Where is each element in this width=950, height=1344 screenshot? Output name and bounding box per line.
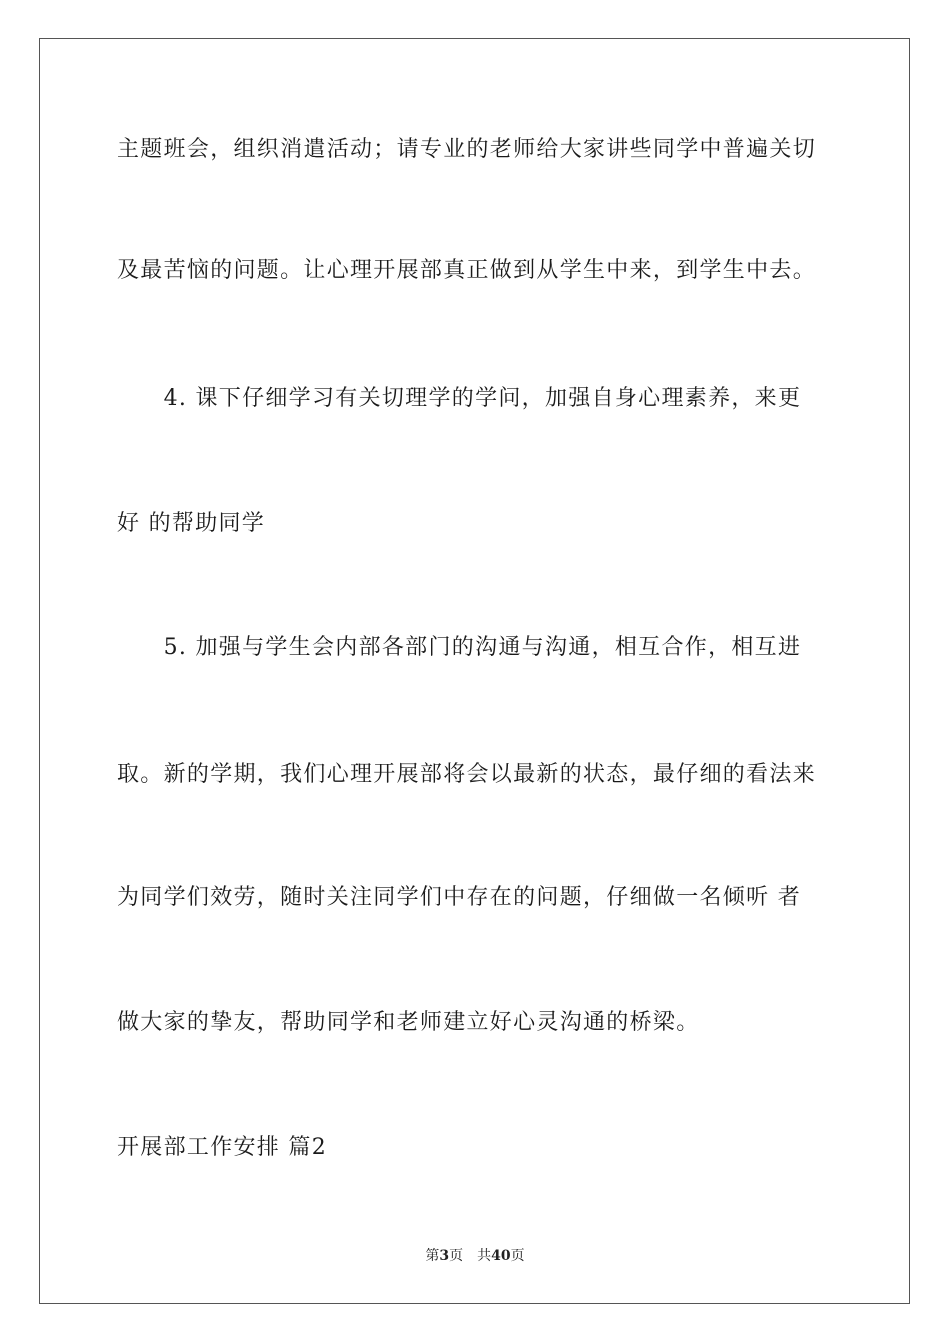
paragraph-line-5: 5. 加强与学生会内部各部门的沟通与沟通，相互合作，相互进 xyxy=(117,635,802,660)
footer-total-pages: 40 xyxy=(491,1248,511,1264)
paragraph-line-2: 及最苦恼的问题。让心理开展部真正做到从学生中来，到学生中去。 xyxy=(117,258,817,283)
paragraph-line-1: 主题班会，组织消遣活动；请专业的老师给大家讲些同学中普遍关切 xyxy=(117,137,817,162)
footer-page-number: 3 xyxy=(439,1248,450,1264)
footer-total-prefix: 共 xyxy=(477,1248,492,1264)
page-border xyxy=(39,38,910,1304)
footer-page-prefix: 第 xyxy=(425,1248,440,1264)
paragraph-line-3: 4. 课下仔细学习有关切理学的学问，加强自身心理素养，来更 xyxy=(117,386,802,411)
page-footer xyxy=(0,1247,950,1265)
paragraph-line-4: 好 的帮助同学 xyxy=(117,511,266,536)
paragraph-line-6: 取。新的学期，我们心理开展部将会以最新的状态，最仔细的看法来 xyxy=(117,762,817,787)
footer-total-suffix: 页 xyxy=(510,1248,525,1264)
paragraph-line-7: 为同学们效劳，随时关注同学们中存在的问题，仔细做一名倾听 者 xyxy=(117,885,801,910)
footer-page-suffix: 页 xyxy=(449,1248,464,1264)
paragraph-line-8: 做大家的挚友，帮助同学和老师建立好心灵沟通的桥梁。 xyxy=(117,1010,700,1035)
section-heading: 开展部工作安排 篇2 xyxy=(117,1135,327,1160)
